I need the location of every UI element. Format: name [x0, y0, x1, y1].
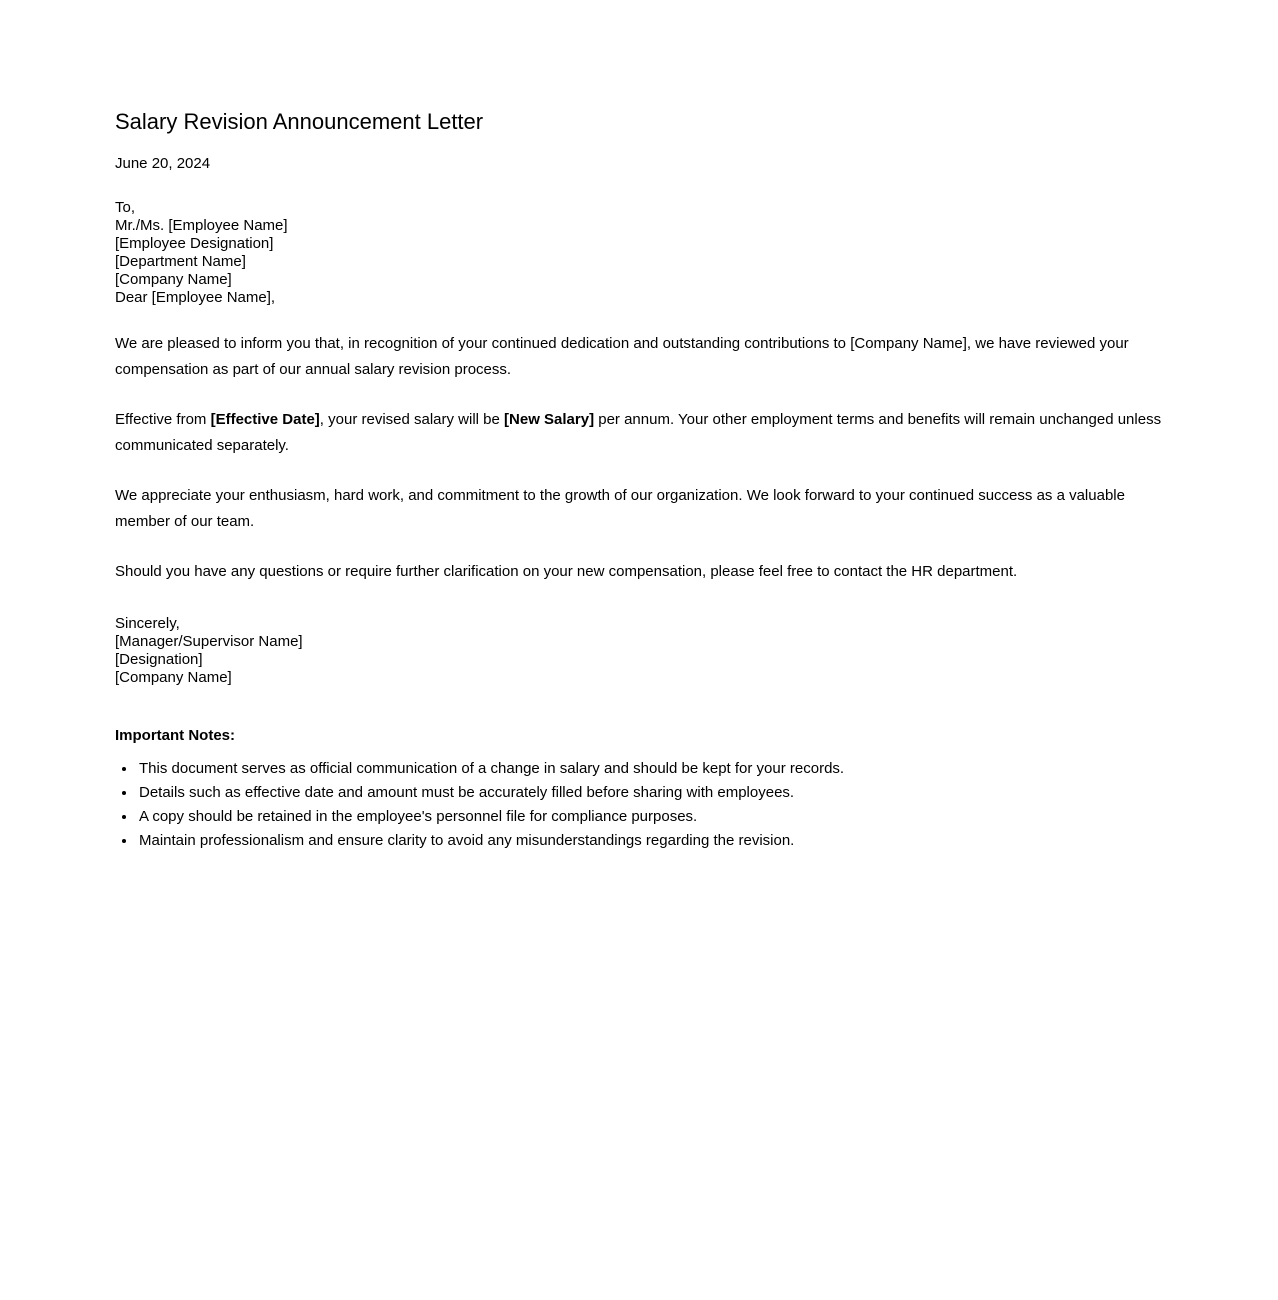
paragraph-2-text: Effective from [115, 411, 211, 428]
recipient-line-salutation: Dear [Employee Name], [115, 289, 276, 306]
notes-item: • This document serves as official communication of a change in salary and should be kept for your records. [137, 757, 1163, 781]
recipient-line-designation: [Employee Designation] [115, 235, 274, 252]
notes-item: • Maintain professionalism and ensure clarity to avoid any misunderstandings regarding the revision. [137, 829, 1163, 853]
body-paragraph-2 [115, 407, 1163, 459]
notes-list [115, 757, 1163, 853]
effective-date-placeholder: [Effective Date] [210, 411, 320, 428]
body-paragraph-3: We appreciate your enthusiasm, hard work, and commitment to the growth of our organization. We look forward to your continued success as a valuable member of our team. [115, 487, 1125, 530]
letter-date: June 20, 2024 [115, 155, 211, 172]
recipient-line-company: [Company Name] [115, 271, 232, 288]
signature-manager-name: [Manager/Supervisor Name] [115, 633, 303, 650]
body-paragraph-1: We are pleased to inform you that, in recognition of your continued dedication and outstanding contributions to [Company Name], we have reviewed your compensation as part of our annual salary revision process. [115, 335, 1129, 378]
notes-item: • A copy should be retained in the employee's personnel file for compliance purposes. [137, 805, 1163, 829]
recipient-line-department: [Department Name] [115, 253, 246, 270]
page-title: Salary Revision Announcement Letter [115, 109, 484, 134]
paragraph-2-text: per annum. Your other employment terms and benefits will remain unchanged unless communicated separately. [115, 411, 1162, 454]
recipient-block [115, 199, 1163, 307]
letter-content [115, 109, 1163, 853]
notes-item: • Details such as effective date and amount must be accurately filled before sharing with employees. [137, 781, 1163, 805]
new-salary-placeholder: [New Salary] [504, 411, 595, 428]
signature-closing: Sincerely, [115, 615, 180, 632]
recipient-line-name: Mr./Ms. [Employee Name] [115, 217, 288, 234]
signature-designation: [Designation] [115, 651, 203, 668]
notes-heading: Important Notes: [115, 727, 235, 744]
body-paragraph-4: Should you have any questions or require further clarification on your new compensation, please feel free to contact the HR department. [115, 563, 1018, 580]
signature-block [115, 615, 1163, 687]
signature-company: [Company Name] [115, 669, 232, 686]
recipient-line-to: To, [115, 199, 136, 216]
paragraph-2-text: , your revised salary will be [319, 411, 505, 428]
